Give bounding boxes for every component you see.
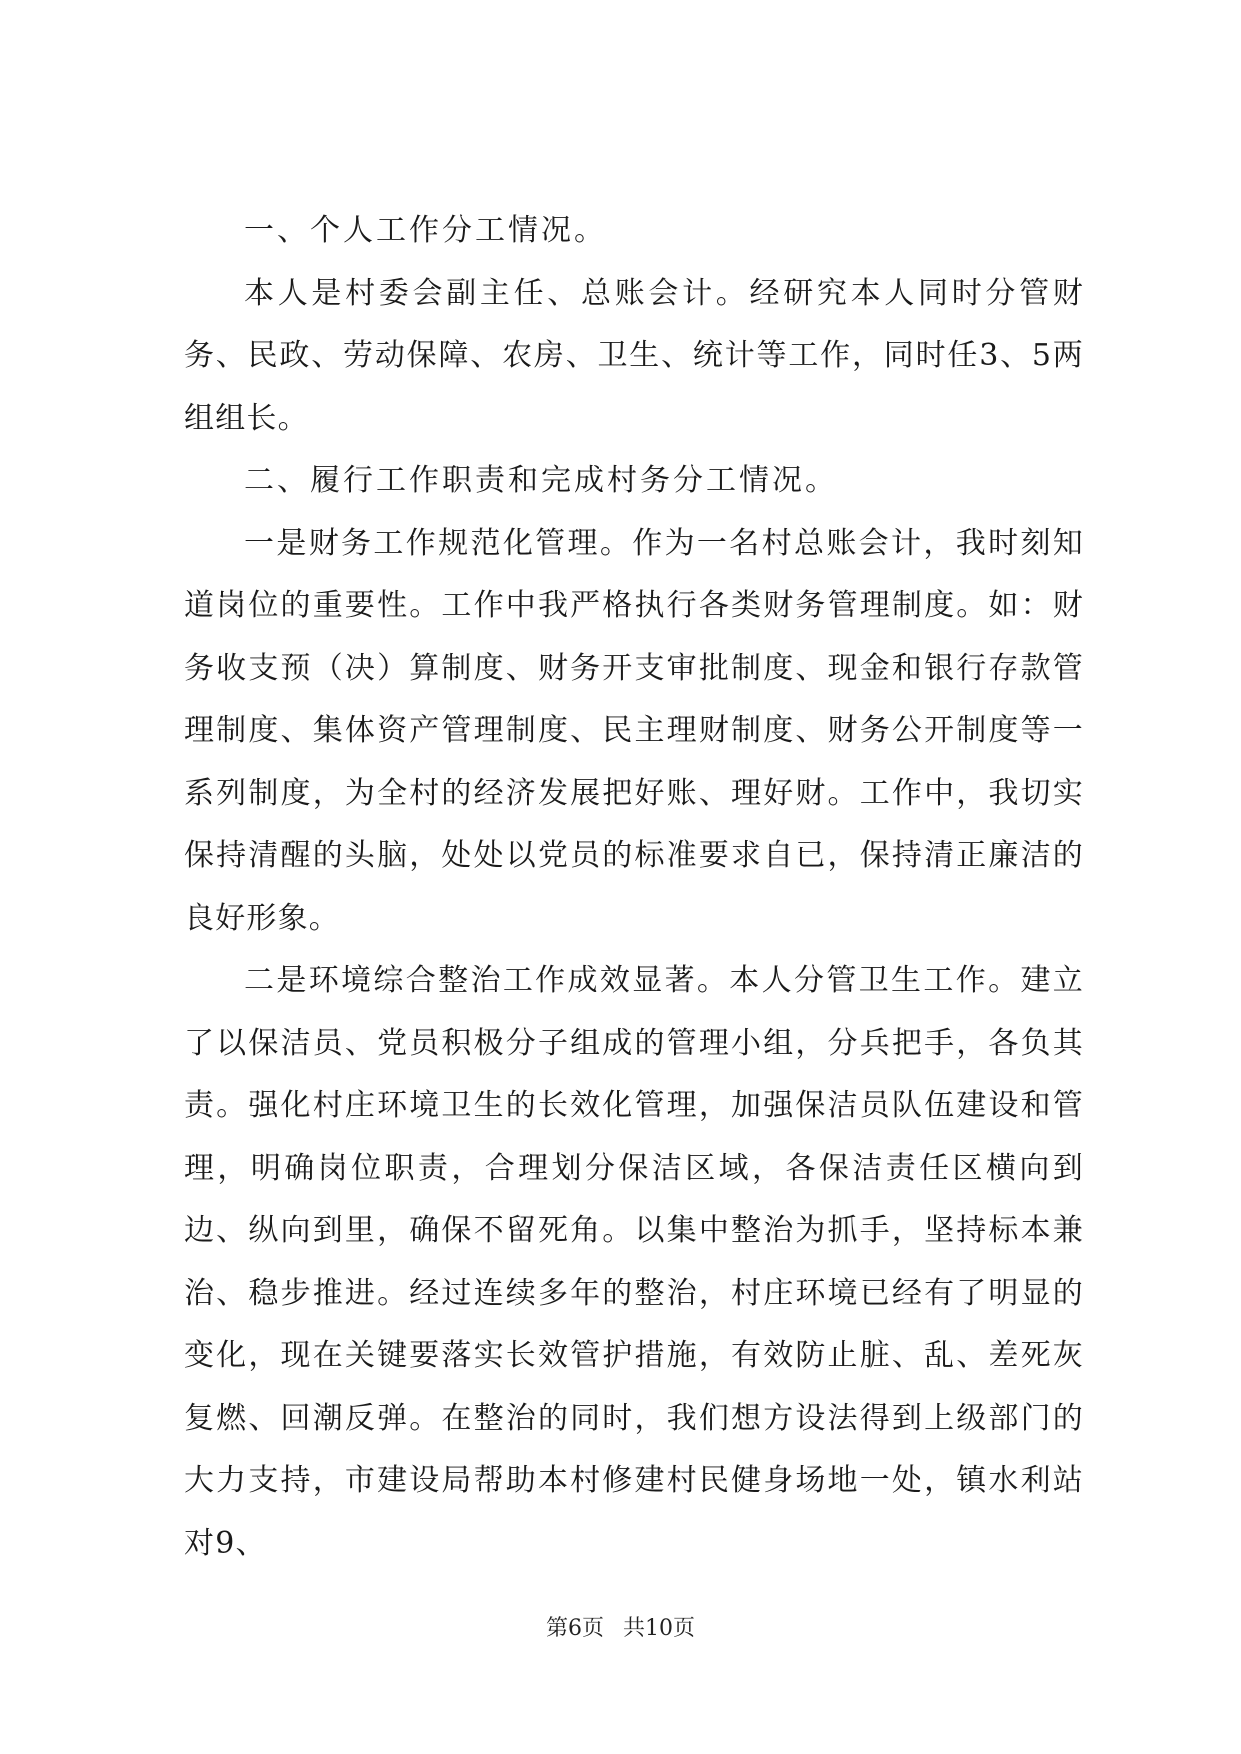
section-heading-1: 一、个人工作分工情况。 — [244, 213, 607, 248]
page-number: 第6页 — [546, 1616, 604, 1641]
paragraph-finance-management: 一是财务工作规范化管理。作为一名村总账会计，我时刻知道岗位的重要性。工作中我严格执行各类财务管理制度。如：财务收支预（决）算制度、财务开支审批制度、现金和银行存款管理制度、集体资产管理制度、民主理财制度、财务公开制度等一系列制度，为全村的经济发展把好账、理好财。工作中，我切实保持清醒的头脑，处处以党员的标准要求自已，保持清正廉洁的良好形象。 — [184, 525, 1084, 936]
section-heading-2: 二、履行工作职责和完成村务分工情况。 — [244, 463, 838, 498]
paragraph-role-description: 本人是村委会副主任、总账会计。经研究本人同时分管财务、民政、劳动保障、农房、卫生、统计等工作，同时任3、5两组组长。 — [184, 275, 1084, 436]
paragraph-environment-improvement: 二是环境综合整治工作成效显著。本人分管卫生工作。建立了以保洁员、党员积极分子组成的管理小组，分兵把手，各负其责。强化村庄环境卫生的长效化管理，加强保洁员队伍建设和管理，明确岗位职责，合理划分保洁区域，各保洁责任区横向到边、纵向到里，确保不留死角。以集中整治为抓手，坚持标本兼治、稳步推进。经过连续多年的整治，村庄环境已经有了明显的变化，现在关键要落实长效管护措施，有效防止脏、乱、差死灰复燃、回潮反弹。在整治的同时，我们想方设法得到上级部门的大力支持，市建设局帮助本村修建村民健身场地一处，镇水利站对9、 — [184, 963, 1084, 1561]
document-body — [184, 200, 1084, 1575]
page-total: 共10页 — [623, 1616, 695, 1641]
page-footer — [0, 1614, 1241, 1644]
